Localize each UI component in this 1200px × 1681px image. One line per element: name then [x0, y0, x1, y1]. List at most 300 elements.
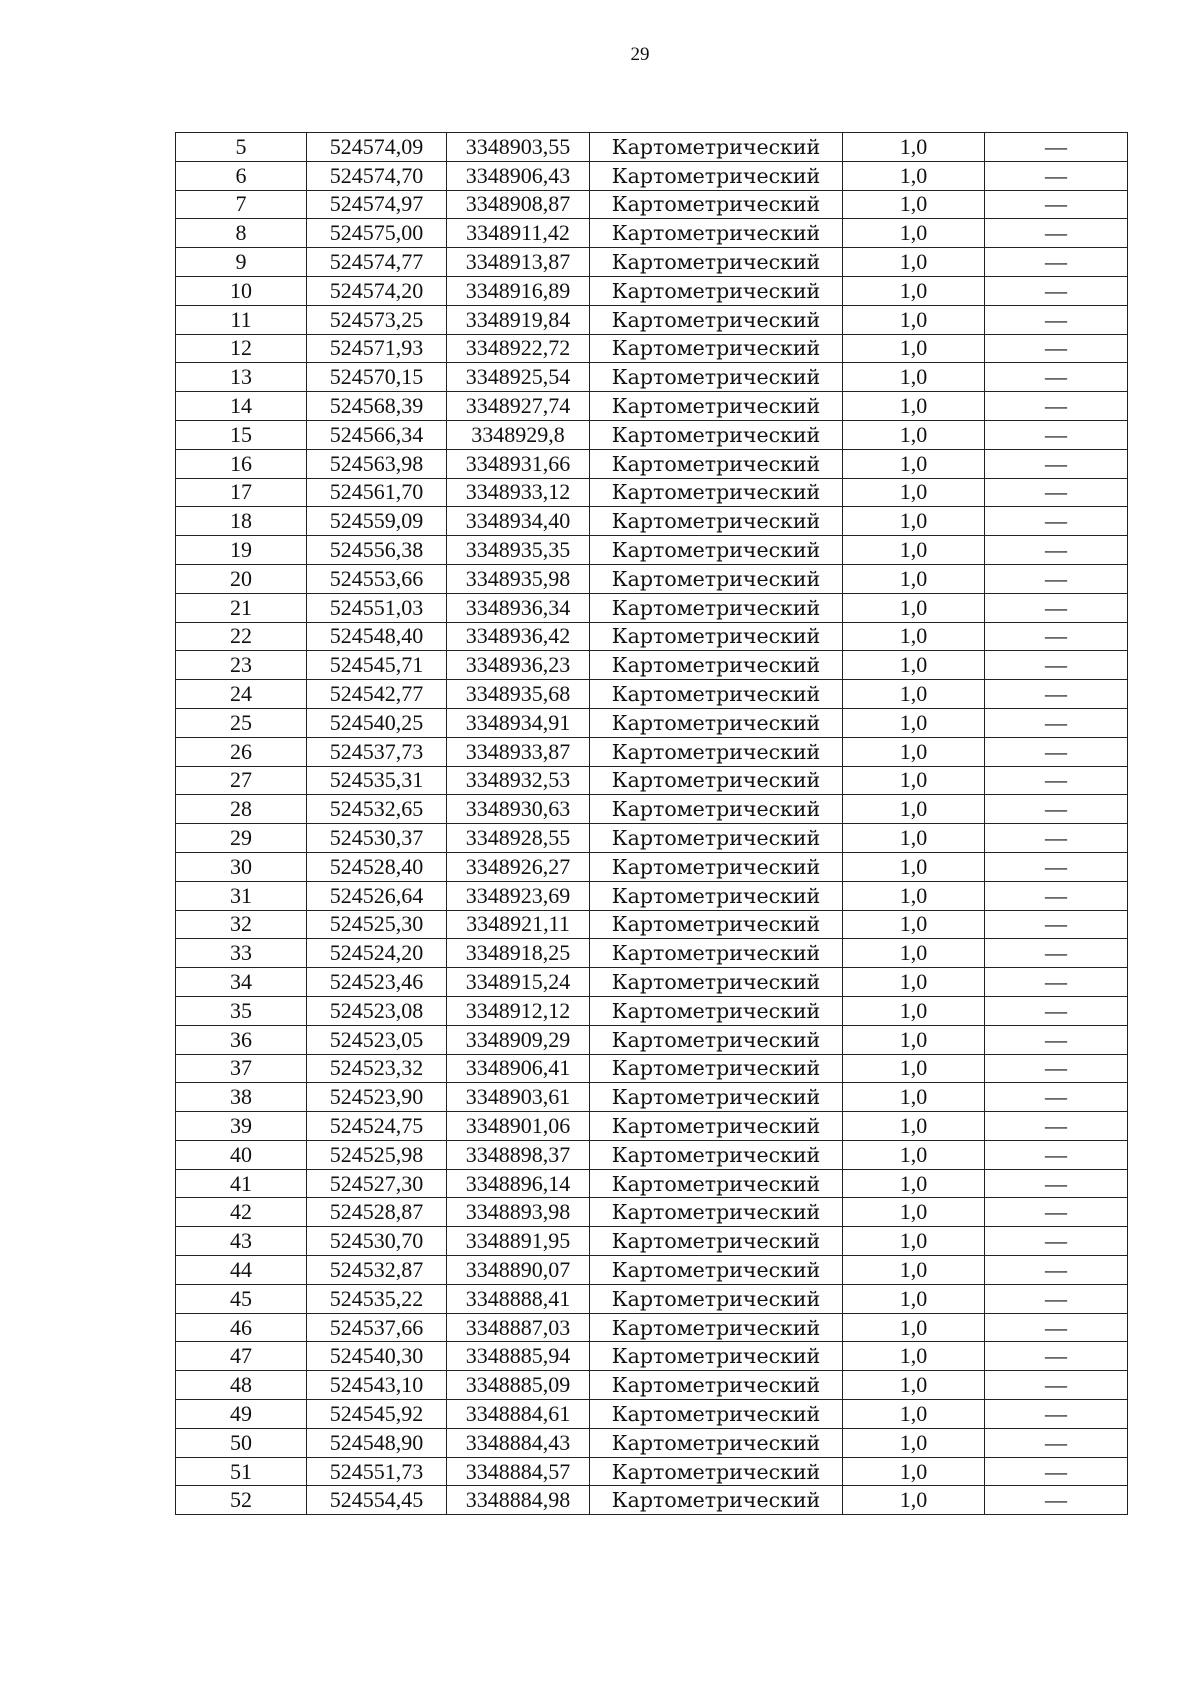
description-cell: —: [985, 824, 1128, 853]
description-cell: —: [985, 507, 1128, 536]
accuracy-cell: 1,0: [843, 449, 985, 478]
x-coordinate-cell: 524553,66: [307, 564, 447, 593]
description-cell: —: [985, 910, 1128, 939]
description-cell: —: [985, 334, 1128, 363]
point-number-cell: 28: [176, 795, 307, 824]
y-coordinate-cell: 3348906,41: [447, 1054, 590, 1083]
method-cell: Картометрический: [590, 1256, 843, 1285]
point-number-cell: 31: [176, 881, 307, 910]
y-coordinate-cell: 3348912,12: [447, 996, 590, 1025]
table-row: [176, 737, 1128, 766]
description-cell: —: [985, 996, 1128, 1025]
accuracy-cell: 1,0: [843, 363, 985, 392]
method-cell: Картометрический: [590, 910, 843, 939]
y-coordinate-cell: 3348916,89: [447, 276, 590, 305]
description-cell: —: [985, 1256, 1128, 1285]
method-cell: Картометрический: [590, 968, 843, 997]
coordinates-table: [175, 132, 1128, 1515]
x-coordinate-cell: 524525,30: [307, 910, 447, 939]
description-cell: —: [985, 478, 1128, 507]
point-number-cell: 22: [176, 622, 307, 651]
point-number-cell: 51: [176, 1457, 307, 1486]
x-coordinate-cell: 524561,70: [307, 478, 447, 507]
table-row: [176, 1227, 1128, 1256]
x-coordinate-cell: 524524,20: [307, 939, 447, 968]
point-number-cell: 26: [176, 737, 307, 766]
method-cell: Картометрический: [590, 1457, 843, 1486]
x-coordinate-cell: 524556,38: [307, 536, 447, 565]
x-coordinate-cell: 524574,09: [307, 133, 447, 162]
method-cell: Картометрический: [590, 219, 843, 248]
x-coordinate-cell: 524525,98: [307, 1140, 447, 1169]
description-cell: —: [985, 737, 1128, 766]
method-cell: Картометрический: [590, 420, 843, 449]
point-number-cell: 12: [176, 334, 307, 363]
y-coordinate-cell: 3348935,98: [447, 564, 590, 593]
x-coordinate-cell: 524530,37: [307, 824, 447, 853]
point-number-cell: 37: [176, 1054, 307, 1083]
table-row: [176, 881, 1128, 910]
accuracy-cell: 1,0: [843, 996, 985, 1025]
description-cell: —: [985, 1400, 1128, 1429]
accuracy-cell: 1,0: [843, 824, 985, 853]
y-coordinate-cell: 3348903,55: [447, 133, 590, 162]
accuracy-cell: 1,0: [843, 1457, 985, 1486]
point-number-cell: 14: [176, 392, 307, 421]
method-cell: Картометрический: [590, 766, 843, 795]
y-coordinate-cell: 3348932,53: [447, 766, 590, 795]
y-coordinate-cell: 3348890,07: [447, 1256, 590, 1285]
point-number-cell: 9: [176, 248, 307, 277]
method-cell: Картометрический: [590, 1342, 843, 1371]
table-row: [176, 824, 1128, 853]
description-cell: —: [985, 881, 1128, 910]
table-row: [176, 593, 1128, 622]
description-cell: —: [985, 133, 1128, 162]
accuracy-cell: 1,0: [843, 1198, 985, 1227]
table-row: [176, 478, 1128, 507]
x-coordinate-cell: 524568,39: [307, 392, 447, 421]
y-coordinate-cell: 3348909,29: [447, 1025, 590, 1054]
table-row: [176, 708, 1128, 737]
x-coordinate-cell: 524540,30: [307, 1342, 447, 1371]
point-number-cell: 33: [176, 939, 307, 968]
point-number-cell: 11: [176, 305, 307, 334]
point-number-cell: 36: [176, 1025, 307, 1054]
x-coordinate-cell: 524523,32: [307, 1054, 447, 1083]
table-row: [176, 1400, 1128, 1429]
method-cell: Картометрический: [590, 1313, 843, 1342]
accuracy-cell: 1,0: [843, 219, 985, 248]
table-row: [176, 248, 1128, 277]
y-coordinate-cell: 3348915,24: [447, 968, 590, 997]
y-coordinate-cell: 3348884,43: [447, 1428, 590, 1457]
x-coordinate-cell: 524570,15: [307, 363, 447, 392]
point-number-cell: 34: [176, 968, 307, 997]
description-cell: —: [985, 1112, 1128, 1141]
x-coordinate-cell: 524530,70: [307, 1227, 447, 1256]
point-number-cell: 50: [176, 1428, 307, 1457]
x-coordinate-cell: 524563,98: [307, 449, 447, 478]
y-coordinate-cell: 3348935,68: [447, 680, 590, 709]
accuracy-cell: 1,0: [843, 133, 985, 162]
y-coordinate-cell: 3348901,06: [447, 1112, 590, 1141]
method-cell: Картометрический: [590, 1025, 843, 1054]
y-coordinate-cell: 3348923,69: [447, 881, 590, 910]
accuracy-cell: 1,0: [843, 564, 985, 593]
table-row: [176, 622, 1128, 651]
table-row: [176, 363, 1128, 392]
table-row: [176, 1342, 1128, 1371]
y-coordinate-cell: 3348884,57: [447, 1457, 590, 1486]
description-cell: —: [985, 651, 1128, 680]
table-row: [176, 651, 1128, 680]
method-cell: Картометрический: [590, 392, 843, 421]
table-row: [176, 420, 1128, 449]
accuracy-cell: 1,0: [843, 593, 985, 622]
table-row: [176, 1371, 1128, 1400]
method-cell: Картометрический: [590, 1112, 843, 1141]
accuracy-cell: 1,0: [843, 1227, 985, 1256]
method-cell: Картометрический: [590, 1054, 843, 1083]
method-cell: Картометрический: [590, 1400, 843, 1429]
accuracy-cell: 1,0: [843, 737, 985, 766]
point-number-cell: 39: [176, 1112, 307, 1141]
table-row: [176, 968, 1128, 997]
x-coordinate-cell: 524527,30: [307, 1169, 447, 1198]
y-coordinate-cell: 3348934,40: [447, 507, 590, 536]
accuracy-cell: 1,0: [843, 968, 985, 997]
table-row: [176, 1486, 1128, 1515]
description-cell: —: [985, 219, 1128, 248]
accuracy-cell: 1,0: [843, 622, 985, 651]
method-cell: Картометрический: [590, 190, 843, 219]
description-cell: —: [985, 968, 1128, 997]
point-number-cell: 29: [176, 824, 307, 853]
accuracy-cell: 1,0: [843, 1083, 985, 1112]
table-row: [176, 564, 1128, 593]
x-coordinate-cell: 524535,22: [307, 1284, 447, 1313]
method-cell: Картометрический: [590, 248, 843, 277]
y-coordinate-cell: 3348921,11: [447, 910, 590, 939]
x-coordinate-cell: 524542,77: [307, 680, 447, 709]
point-number-cell: 40: [176, 1140, 307, 1169]
method-cell: Картометрический: [590, 1428, 843, 1457]
y-coordinate-cell: 3348887,03: [447, 1313, 590, 1342]
point-number-cell: 19: [176, 536, 307, 565]
point-number-cell: 49: [176, 1400, 307, 1429]
table-row: [176, 1054, 1128, 1083]
method-cell: Картометрический: [590, 622, 843, 651]
x-coordinate-cell: 524575,00: [307, 219, 447, 248]
x-coordinate-cell: 524574,77: [307, 248, 447, 277]
accuracy-cell: 1,0: [843, 392, 985, 421]
method-cell: Картометрический: [590, 593, 843, 622]
point-number-cell: 15: [176, 420, 307, 449]
table-row: [176, 996, 1128, 1025]
y-coordinate-cell: 3348898,37: [447, 1140, 590, 1169]
y-coordinate-cell: 3348896,14: [447, 1169, 590, 1198]
point-number-cell: 8: [176, 219, 307, 248]
accuracy-cell: 1,0: [843, 276, 985, 305]
accuracy-cell: 1,0: [843, 766, 985, 795]
table-row: [176, 1457, 1128, 1486]
description-cell: —: [985, 939, 1128, 968]
accuracy-cell: 1,0: [843, 1313, 985, 1342]
description-cell: —: [985, 1227, 1128, 1256]
table-row: [176, 1112, 1128, 1141]
table-row: [176, 1198, 1128, 1227]
point-number-cell: 24: [176, 680, 307, 709]
accuracy-cell: 1,0: [843, 248, 985, 277]
description-cell: —: [985, 1284, 1128, 1313]
accuracy-cell: 1,0: [843, 1371, 985, 1400]
x-coordinate-cell: 524528,40: [307, 852, 447, 881]
description-cell: —: [985, 622, 1128, 651]
method-cell: Картометрический: [590, 824, 843, 853]
point-number-cell: 20: [176, 564, 307, 593]
point-number-cell: 46: [176, 1313, 307, 1342]
point-number-cell: 18: [176, 507, 307, 536]
x-coordinate-cell: 524551,73: [307, 1457, 447, 1486]
y-coordinate-cell: 3348913,87: [447, 248, 590, 277]
y-coordinate-cell: 3348885,94: [447, 1342, 590, 1371]
table-row: [176, 507, 1128, 536]
method-cell: Картометрический: [590, 1083, 843, 1112]
x-coordinate-cell: 524559,09: [307, 507, 447, 536]
point-number-cell: 48: [176, 1371, 307, 1400]
table-row: [176, 190, 1128, 219]
table-row: [176, 1169, 1128, 1198]
y-coordinate-cell: 3348918,25: [447, 939, 590, 968]
y-coordinate-cell: 3348884,61: [447, 1400, 590, 1429]
y-coordinate-cell: 3348919,84: [447, 305, 590, 334]
method-cell: Картометрический: [590, 507, 843, 536]
description-cell: —: [985, 593, 1128, 622]
point-number-cell: 10: [176, 276, 307, 305]
table-row: [176, 766, 1128, 795]
x-coordinate-cell: 524523,08: [307, 996, 447, 1025]
y-coordinate-cell: 3348908,87: [447, 190, 590, 219]
y-coordinate-cell: 3348888,41: [447, 1284, 590, 1313]
description-cell: —: [985, 1428, 1128, 1457]
point-number-cell: 35: [176, 996, 307, 1025]
description-cell: —: [985, 1169, 1128, 1198]
method-cell: Картометрический: [590, 651, 843, 680]
method-cell: Картометрический: [590, 939, 843, 968]
y-coordinate-cell: 3348934,91: [447, 708, 590, 737]
point-number-cell: 38: [176, 1083, 307, 1112]
accuracy-cell: 1,0: [843, 334, 985, 363]
y-coordinate-cell: 3348933,87: [447, 737, 590, 766]
point-number-cell: 32: [176, 910, 307, 939]
method-cell: Картометрический: [590, 996, 843, 1025]
point-number-cell: 43: [176, 1227, 307, 1256]
y-coordinate-cell: 3348936,42: [447, 622, 590, 651]
accuracy-cell: 1,0: [843, 1054, 985, 1083]
accuracy-cell: 1,0: [843, 1284, 985, 1313]
description-cell: —: [985, 449, 1128, 478]
x-coordinate-cell: 524571,93: [307, 334, 447, 363]
y-coordinate-cell: 3348922,72: [447, 334, 590, 363]
y-coordinate-cell: 3348891,95: [447, 1227, 590, 1256]
method-cell: Картометрический: [590, 1486, 843, 1515]
x-coordinate-cell: 524545,92: [307, 1400, 447, 1429]
y-coordinate-cell: 3348906,43: [447, 161, 590, 190]
accuracy-cell: 1,0: [843, 651, 985, 680]
accuracy-cell: 1,0: [843, 708, 985, 737]
x-coordinate-cell: 524537,66: [307, 1313, 447, 1342]
y-coordinate-cell: 3348911,42: [447, 219, 590, 248]
description-cell: —: [985, 1198, 1128, 1227]
table-row: [176, 161, 1128, 190]
page-number: 29: [630, 44, 650, 65]
x-coordinate-cell: 524523,46: [307, 968, 447, 997]
point-number-cell: 16: [176, 449, 307, 478]
table-row: [176, 449, 1128, 478]
description-cell: —: [985, 708, 1128, 737]
method-cell: Картометрический: [590, 708, 843, 737]
accuracy-cell: 1,0: [843, 1342, 985, 1371]
accuracy-cell: 1,0: [843, 910, 985, 939]
point-number-cell: 30: [176, 852, 307, 881]
coordinates-table-body: [176, 133, 1128, 1515]
accuracy-cell: 1,0: [843, 1140, 985, 1169]
accuracy-cell: 1,0: [843, 478, 985, 507]
table-row: [176, 680, 1128, 709]
x-coordinate-cell: 524548,40: [307, 622, 447, 651]
point-number-cell: 27: [176, 766, 307, 795]
x-coordinate-cell: 524573,25: [307, 305, 447, 334]
y-coordinate-cell: 3348936,23: [447, 651, 590, 680]
method-cell: Картометрический: [590, 161, 843, 190]
point-number-cell: 47: [176, 1342, 307, 1371]
method-cell: Картометрический: [590, 680, 843, 709]
accuracy-cell: 1,0: [843, 1169, 985, 1198]
y-coordinate-cell: 3348884,98: [447, 1486, 590, 1515]
point-number-cell: 41: [176, 1169, 307, 1198]
y-coordinate-cell: 3348925,54: [447, 363, 590, 392]
x-coordinate-cell: 524535,31: [307, 766, 447, 795]
x-coordinate-cell: 524540,25: [307, 708, 447, 737]
y-coordinate-cell: 3348903,61: [447, 1083, 590, 1112]
description-cell: —: [985, 392, 1128, 421]
table-row: [176, 219, 1128, 248]
method-cell: Картометрический: [590, 795, 843, 824]
accuracy-cell: 1,0: [843, 305, 985, 334]
method-cell: Картометрический: [590, 449, 843, 478]
description-cell: —: [985, 536, 1128, 565]
y-coordinate-cell: 3348893,98: [447, 1198, 590, 1227]
point-number-cell: 23: [176, 651, 307, 680]
point-number-cell: 45: [176, 1284, 307, 1313]
y-coordinate-cell: 3348933,12: [447, 478, 590, 507]
x-coordinate-cell: 524574,97: [307, 190, 447, 219]
method-cell: Картометрический: [590, 478, 843, 507]
y-coordinate-cell: 3348929,8: [447, 420, 590, 449]
description-cell: —: [985, 852, 1128, 881]
accuracy-cell: 1,0: [843, 420, 985, 449]
x-coordinate-cell: 524528,87: [307, 1198, 447, 1227]
point-number-cell: 52: [176, 1486, 307, 1515]
table-row: [176, 910, 1128, 939]
table-row: [176, 1140, 1128, 1169]
description-cell: —: [985, 276, 1128, 305]
description-cell: —: [985, 190, 1128, 219]
x-coordinate-cell: 524548,90: [307, 1428, 447, 1457]
accuracy-cell: 1,0: [843, 881, 985, 910]
table-row: [176, 1256, 1128, 1285]
accuracy-cell: 1,0: [843, 680, 985, 709]
method-cell: Картометрический: [590, 1227, 843, 1256]
description-cell: —: [985, 1371, 1128, 1400]
table-row: [176, 392, 1128, 421]
x-coordinate-cell: 524532,87: [307, 1256, 447, 1285]
accuracy-cell: 1,0: [843, 852, 985, 881]
point-number-cell: 25: [176, 708, 307, 737]
description-cell: —: [985, 1083, 1128, 1112]
description-cell: —: [985, 1457, 1128, 1486]
accuracy-cell: 1,0: [843, 1428, 985, 1457]
description-cell: —: [985, 1342, 1128, 1371]
y-coordinate-cell: 3348931,66: [447, 449, 590, 478]
description-cell: —: [985, 363, 1128, 392]
method-cell: Картометрический: [590, 536, 843, 565]
method-cell: Картометрический: [590, 276, 843, 305]
table-row: [176, 305, 1128, 334]
accuracy-cell: 1,0: [843, 507, 985, 536]
method-cell: Картометрический: [590, 363, 843, 392]
accuracy-cell: 1,0: [843, 190, 985, 219]
point-number-cell: 17: [176, 478, 307, 507]
accuracy-cell: 1,0: [843, 1112, 985, 1141]
point-number-cell: 7: [176, 190, 307, 219]
table-row: [176, 276, 1128, 305]
table-row: [176, 536, 1128, 565]
method-cell: Картометрический: [590, 1284, 843, 1313]
x-coordinate-cell: 524545,71: [307, 651, 447, 680]
description-cell: —: [985, 420, 1128, 449]
y-coordinate-cell: 3348927,74: [447, 392, 590, 421]
y-coordinate-cell: 3348936,34: [447, 593, 590, 622]
accuracy-cell: 1,0: [843, 1256, 985, 1285]
x-coordinate-cell: 524551,03: [307, 593, 447, 622]
y-coordinate-cell: 3348926,27: [447, 852, 590, 881]
x-coordinate-cell: 524523,05: [307, 1025, 447, 1054]
y-coordinate-cell: 3348885,09: [447, 1371, 590, 1400]
table-row: [176, 939, 1128, 968]
accuracy-cell: 1,0: [843, 1025, 985, 1054]
accuracy-cell: 1,0: [843, 1486, 985, 1515]
method-cell: Картометрический: [590, 852, 843, 881]
description-cell: —: [985, 680, 1128, 709]
point-number-cell: 13: [176, 363, 307, 392]
method-cell: Картометрический: [590, 1140, 843, 1169]
table-row: [176, 1083, 1128, 1112]
x-coordinate-cell: 524566,34: [307, 420, 447, 449]
description-cell: —: [985, 305, 1128, 334]
table-row: [176, 133, 1128, 162]
method-cell: Картометрический: [590, 881, 843, 910]
point-number-cell: 21: [176, 593, 307, 622]
table-row: [176, 795, 1128, 824]
method-cell: Картометрический: [590, 564, 843, 593]
method-cell: Картометрический: [590, 334, 843, 363]
table-row: [176, 1313, 1128, 1342]
description-cell: —: [985, 1025, 1128, 1054]
method-cell: Картометрический: [590, 1198, 843, 1227]
x-coordinate-cell: 524574,20: [307, 276, 447, 305]
